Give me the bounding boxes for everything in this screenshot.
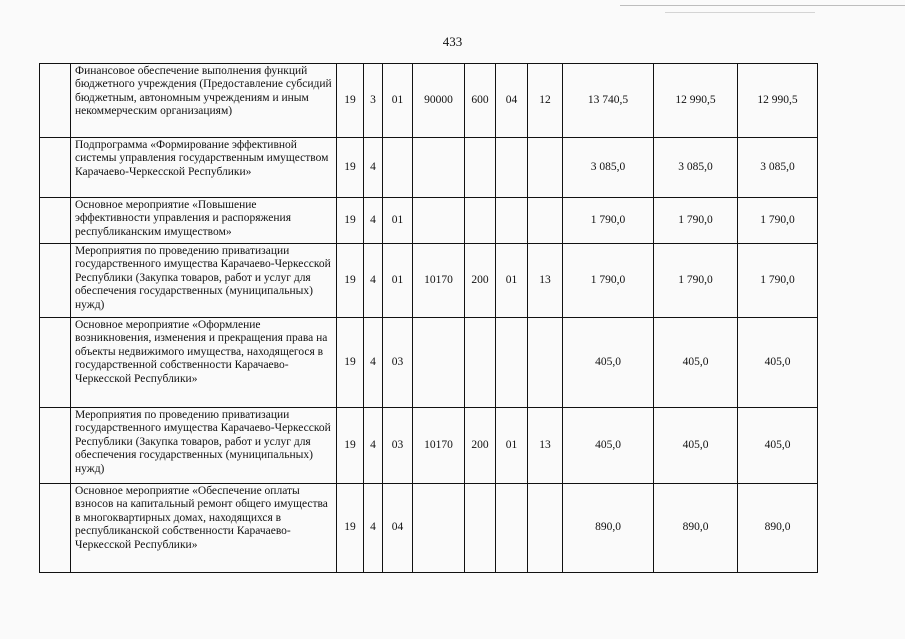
pp-code: 4 — [364, 198, 383, 244]
item-name: Основное мероприятие «Повышение эффективности управления и распоряжения республиканским имуществом» — [71, 198, 337, 244]
expense-type-code: 200 — [465, 244, 496, 318]
gp-code: 19 — [337, 64, 364, 138]
gp-code: 19 — [337, 318, 364, 408]
section-code — [496, 198, 528, 244]
amount-year-1: 13 740,5 — [563, 64, 654, 138]
table-row — [40, 138, 818, 198]
subsection-code — [528, 198, 563, 244]
amount-year-3: 405,0 — [738, 318, 818, 408]
item-name: Основное мероприятие «Обеспечение оплаты взносов на капитальный ремонт общего имущества в многоквартирных домах, находящихся в республиканской собственности Карачаево-Черкесской Республики» — [71, 484, 337, 573]
amount-year-2: 1 790,0 — [654, 244, 738, 318]
gp-code: 19 — [337, 244, 364, 318]
om-code: 01 — [383, 244, 413, 318]
row-index-cell — [40, 244, 71, 318]
page-number: 433 — [442, 34, 463, 49]
item-name: Основное мероприятие «Оформление возникновения, изменения и прекращения права на объекты недвижимого имущества, находящегося в государственной собственности Карачаево-Черкесской Республики» — [71, 318, 337, 408]
gp-code: 19 — [337, 138, 364, 198]
row-index-cell — [40, 318, 71, 408]
om-code — [383, 138, 413, 198]
section-code: 01 — [496, 408, 528, 484]
row-index-cell — [40, 484, 71, 573]
direction-code — [413, 484, 465, 573]
amount-year-1: 3 085,0 — [563, 138, 654, 198]
subsection-code: 13 — [528, 244, 563, 318]
amount-year-3: 890,0 — [738, 484, 818, 573]
row-index-cell — [40, 64, 71, 138]
amount-year-1: 405,0 — [563, 318, 654, 408]
item-name: Финансовое обеспечение выполнения функций бюджетного учреждения (Предоставление субсидий бюджетным, автономным учреждениям и иным некоммерческим организациям) — [71, 64, 337, 138]
pp-code: 4 — [364, 318, 383, 408]
table-row — [40, 244, 818, 318]
amount-year-2: 405,0 — [654, 318, 738, 408]
amount-year-3: 405,0 — [738, 408, 818, 484]
item-name: Мероприятия по проведению приватизации государственного имущества Карачаево-Черкесской Республики (Закупка товаров, работ и услуг для обеспечения государственных (муниципальных) нужд) — [71, 408, 337, 484]
gp-code: 19 — [337, 484, 364, 573]
om-code: 04 — [383, 484, 413, 573]
amount-year-1: 1 790,0 — [563, 244, 654, 318]
item-name: Мероприятия по проведению приватизации государственного имущества Карачаево-Черкесской Республики (Закупка товаров, работ и услуг для обеспечения государственных (муниципальных) нужд) — [71, 244, 337, 318]
amount-year-3: 12 990,5 — [738, 64, 818, 138]
expense-type-code — [465, 138, 496, 198]
table-row — [40, 318, 818, 408]
expense-type-code — [465, 198, 496, 244]
amount-year-1: 1 790,0 — [563, 198, 654, 244]
amount-year-2: 1 790,0 — [654, 198, 738, 244]
row-index-cell — [40, 408, 71, 484]
pp-code: 4 — [364, 138, 383, 198]
gp-code: 19 — [337, 198, 364, 244]
section-code — [496, 138, 528, 198]
section-code — [496, 318, 528, 408]
direction-code: 10170 — [413, 244, 465, 318]
om-code: 03 — [383, 318, 413, 408]
expense-type-code: 200 — [465, 408, 496, 484]
amount-year-3: 1 790,0 — [738, 244, 818, 318]
scan-edge-line — [620, 5, 905, 6]
subsection-code — [528, 484, 563, 573]
amount-year-2: 3 085,0 — [654, 138, 738, 198]
pp-code: 4 — [364, 408, 383, 484]
expense-type-code: 600 — [465, 64, 496, 138]
pp-code: 3 — [364, 64, 383, 138]
item-name: Подпрограмма «Формирование эффективной системы управления государственным имуществом Карачаево-Черкесской Республики» — [71, 138, 337, 198]
amount-year-2: 12 990,5 — [654, 64, 738, 138]
table-row — [40, 408, 818, 484]
subsection-code: 12 — [528, 64, 563, 138]
subsection-code — [528, 318, 563, 408]
table-row — [40, 64, 818, 138]
amount-year-2: 405,0 — [654, 408, 738, 484]
scan-edge-line-faint — [665, 12, 815, 13]
subsection-code — [528, 138, 563, 198]
row-index-cell — [40, 198, 71, 244]
amount-year-3: 1 790,0 — [738, 198, 818, 244]
om-code: 01 — [383, 64, 413, 138]
expense-type-code — [465, 484, 496, 573]
direction-code: 10170 — [413, 408, 465, 484]
row-index-cell — [40, 138, 71, 198]
direction-code — [413, 318, 465, 408]
budget-table — [39, 63, 818, 573]
pp-code: 4 — [364, 484, 383, 573]
section-code: 04 — [496, 64, 528, 138]
direction-code: 90000 — [413, 64, 465, 138]
amount-year-2: 890,0 — [654, 484, 738, 573]
section-code: 01 — [496, 244, 528, 318]
amount-year-1: 890,0 — [563, 484, 654, 573]
expense-type-code — [465, 318, 496, 408]
subsection-code: 13 — [528, 408, 563, 484]
table-row — [40, 198, 818, 244]
section-code — [496, 484, 528, 573]
om-code: 03 — [383, 408, 413, 484]
amount-year-3: 3 085,0 — [738, 138, 818, 198]
gp-code: 19 — [337, 408, 364, 484]
pp-code: 4 — [364, 244, 383, 318]
om-code: 01 — [383, 198, 413, 244]
direction-code — [413, 138, 465, 198]
direction-code — [413, 198, 465, 244]
amount-year-1: 405,0 — [563, 408, 654, 484]
table-row — [40, 484, 818, 573]
